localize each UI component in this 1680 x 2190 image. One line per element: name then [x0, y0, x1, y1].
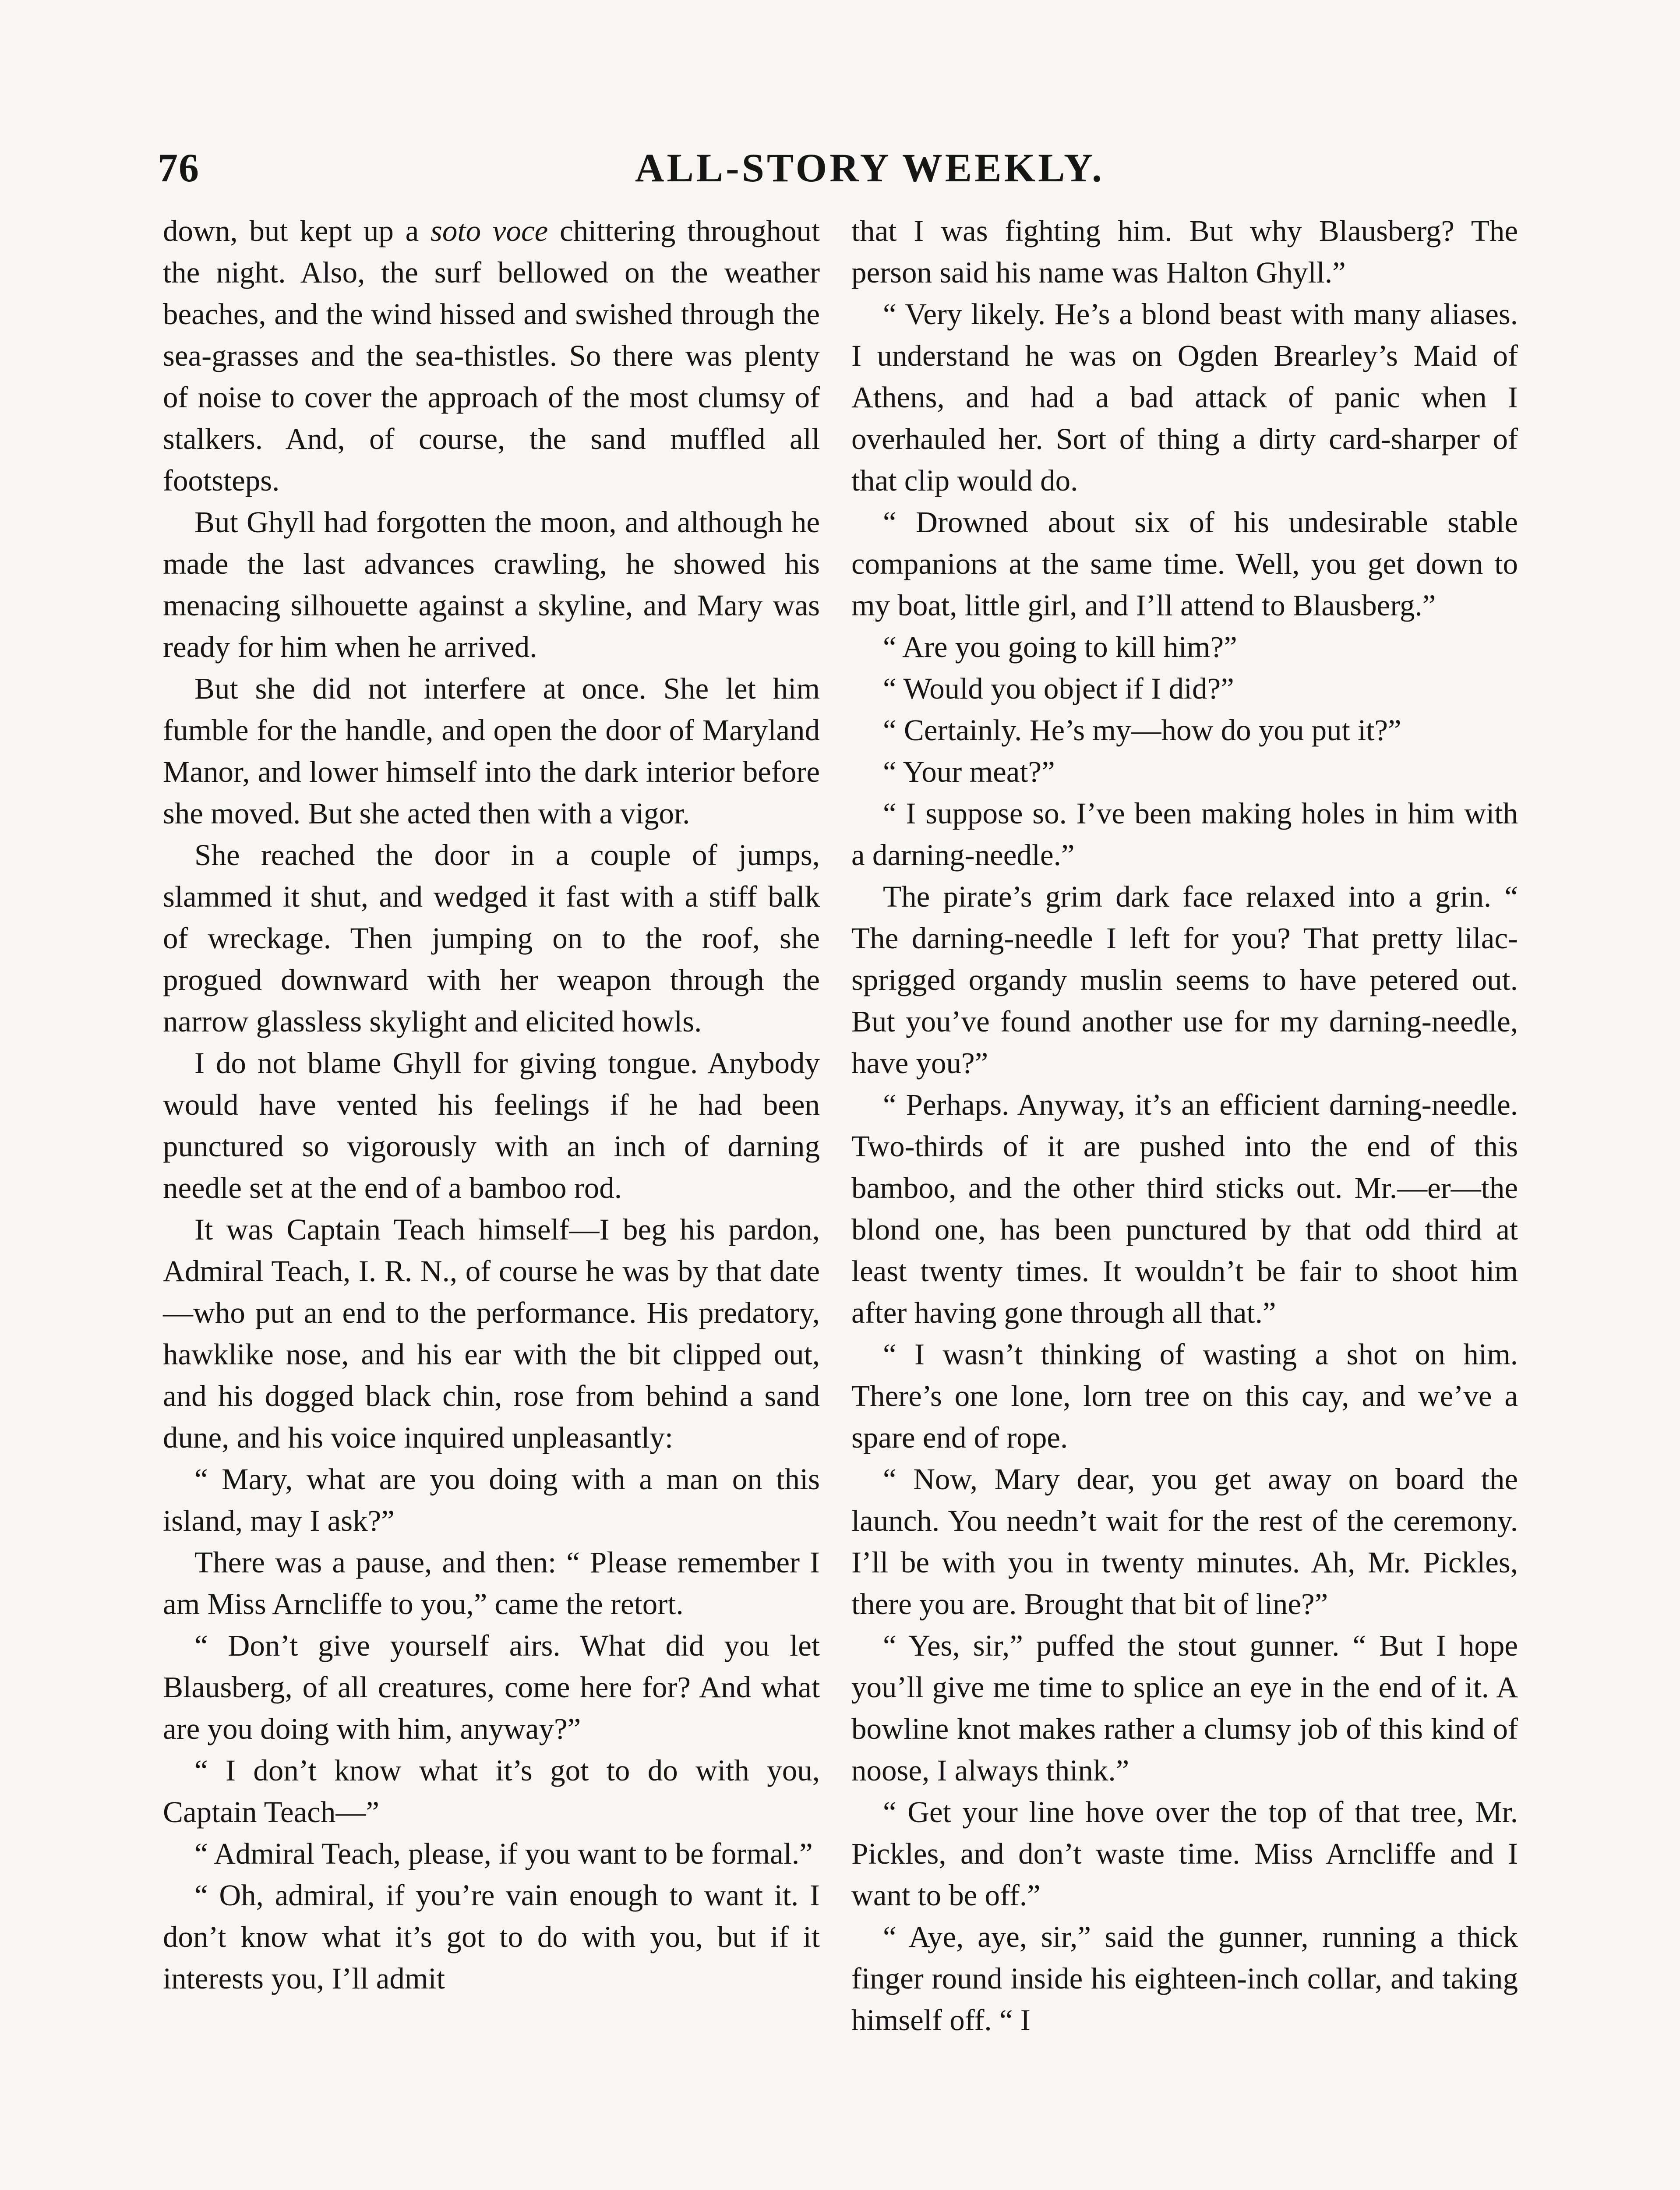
paragraph: But Ghyll had forgotten the moon, and although he made the last advances crawling, he showed his menacing silhouette against a skyline, and Mary was ready for him when he arrived. [163, 505, 820, 664]
left-column [163, 210, 820, 1999]
paragraph: “ Admiral Teach, please, if you want to be formal.” [194, 1837, 813, 1870]
page-number: 76 [158, 145, 200, 190]
paragraph: But she did not interfere at once. She let him fumble for the handle, and open the door of Maryland Manor, and lower himself into the dark interior before she moved. But she acted then with a vigor. [163, 672, 820, 830]
paragraph: “ Drowned about six of his undesirable stable companions at the same time. Well, you get down to my boat, little girl, and I’ll attend to Blausberg.” [851, 505, 1518, 622]
paragraph: “ Oh, admiral, if you’re vain enough to want it. I don’t know what it’s got to do with you, but if it interests you, I’ll admit [163, 1879, 820, 1995]
paragraph: “ Don’t give yourself airs. What did you let Blausberg, of all creatures, come here for? And what are you doing with him, anyway?” [163, 1629, 820, 1745]
paragraph: “ Are you going to kill him?” [883, 630, 1237, 664]
paragraph: There was a pause, and then: “ Please remember I am Miss Arncliffe to you,” came the retort. [163, 1546, 820, 1621]
paragraph: The pirate’s grim dark face relaxed into a grin. “ The darning-needle I left for you? That pretty lilac-sprigged organdy muslin seems to have petered out. But you’ve found another use for my darning-needle, have you?” [851, 880, 1518, 1080]
right-column [851, 210, 1518, 2041]
paragraph: “ I wasn’t thinking of wasting a shot on him. There’s one lone, lorn tree on this cay, and we’ve a spare end of rope. [851, 1338, 1518, 1454]
paragraph: “ I don’t know what it’s got to do with you, Captain Teach—” [163, 1754, 820, 1829]
paragraph: down, but kept up a soto voce chittering throughout the night. Also, the surf bellowed on the weather beaches, and the wind hissed and swished through the sea-grasses and the sea-thistles. So there was plenty of noise to cover the approach of the most clumsy of stalkers. And, of course, the sand muffled all footsteps. [163, 214, 820, 497]
magazine-title: ALL-STORY WEEKLY. [635, 145, 1105, 190]
paragraph: “ Mary, what are you doing with a man on this island, may I ask?” [163, 1462, 820, 1537]
paragraph: “ I suppose so. I’ve been making holes in him with a darning-needle.” [851, 797, 1518, 872]
paragraph: “ Aye, aye, sir,” said the gunner, running a thick finger round inside his eighteen-inch collar, and taking himself off. “ I [851, 1920, 1518, 2037]
paragraph: “ Would you object if I did?” [883, 672, 1234, 705]
paragraph: She reached the door in a couple of jumps, slammed it shut, and wedged it fast with a stiff balk of wreckage. Then jumping on to the roof, she progued downward with her weapon through the narrow glassless skylight and elicited howls. [163, 838, 820, 1038]
paragraph: “ Certainly. He’s my—how do you put it?” [883, 714, 1401, 747]
paragraph: I do not blame Ghyll for giving tongue. Anybody would have vented his feelings if he had been punctured so vigorously with an inch of darning needle set at the end of a bamboo rod. [163, 1046, 820, 1204]
paragraph: “ Now, Mary dear, you get away on board the launch. You needn’t wait for the rest of the ceremony. I’ll be with you in twenty minutes. Ah, Mr. Pickles, there you are. Brought that bit of line?” [851, 1462, 1518, 1621]
paragraph: “ Your meat?” [883, 755, 1055, 788]
paragraph: “ Very likely. He’s a blond beast with many aliases. I understand he was on Ogden Brearley’s Maid of Athens, and had a bad attack of panic when I overhauled her. Sort of thing a dirty card-sharper of that clip would do. [851, 297, 1518, 497]
paragraph: that I was fighting him. But why Blausberg? The person said his name was Halton Ghyll.” [851, 214, 1518, 289]
page-header [158, 145, 1528, 197]
paragraph: “ Get your line hove over the top of that tree, Mr. Pickles, and don’t waste time. Miss Arncliffe and I want to be off.” [851, 1795, 1518, 1912]
paragraph: “ Yes, sir,” puffed the stout gunner. “ But I hope you’ll give me time to splice an eye in the end of it. A bowline knot makes rather a clumsy job of this kind of noose, I always think.” [851, 1629, 1518, 1787]
paragraph: It was Captain Teach himself—I beg his pardon, Admiral Teach, I. R. N., of course he was by that date—who put an end to the performance. His predatory, hawklike nose, and his ear with the bit clipped out, and his dogged black chin, rose from behind a sand dune, and his voice inquired unpleasantly: [163, 1213, 820, 1454]
italic-phrase: soto voce [431, 214, 548, 247]
paragraph: “ Perhaps. Anyway, it’s an efficient darning-needle. Two-thirds of it are pushed into the end of this bamboo, and the other third sticks out. Mr.—er—the blond one, has been punctured by that odd third at least twenty times. It wouldn’t be fair to shoot him after having gone through all that.” [851, 1088, 1518, 1329]
